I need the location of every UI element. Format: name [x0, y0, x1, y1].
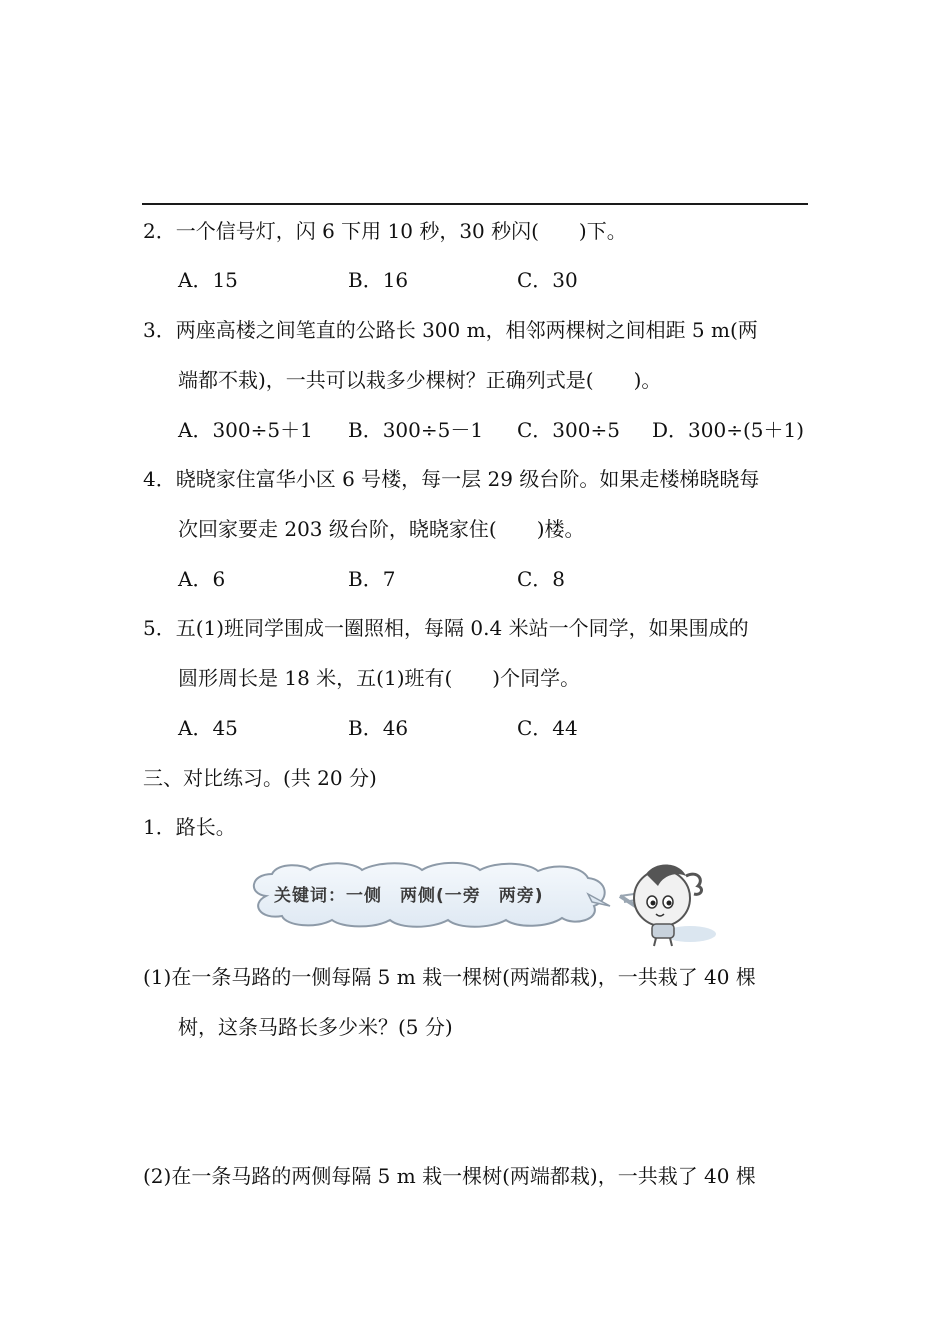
question-4-text-cont: 次回家要走 203 级台阶，晓晓家住( )楼。: [178, 517, 585, 541]
option-c[interactable]: C．8: [517, 567, 566, 591]
option-d[interactable]: D．300÷(5＋1): [652, 418, 805, 442]
option-c[interactable]: C．44: [517, 716, 578, 740]
option-b[interactable]: B．300÷5－1: [348, 418, 484, 442]
option-a[interactable]: A．15: [178, 268, 238, 292]
question-5-text: 5．五(1)班同学围成一圈照相，每隔 0.4 米站一个同学，如果围成的: [143, 616, 749, 640]
section-3-item-1: 1．路长。: [143, 815, 236, 839]
section-3-heading: 三、对比练习。(共 20 分): [143, 766, 377, 790]
subquestion-1-text-cont: 树，这条马路长多少米？(5 分): [178, 1015, 453, 1039]
option-b[interactable]: B．16: [348, 268, 409, 292]
option-a[interactable]: A．45: [178, 716, 238, 740]
header-rule: [142, 203, 808, 205]
option-b[interactable]: B．7: [348, 567, 396, 591]
mascot-character-icon: [600, 852, 720, 948]
option-a[interactable]: A．6: [178, 567, 226, 591]
subquestion-2-text: (2)在一条马路的两侧每隔 5 m 栽一棵树(两端都栽)，一共栽了 40 棵: [143, 1164, 756, 1188]
question-3-text: 3．两座高楼之间笔直的公路长 300 m，相邻两棵树之间相距 5 m(两: [143, 318, 758, 342]
question-3-text-cont: 端都不栽)，一共可以栽多少棵树？正确列式是( )。: [178, 368, 662, 392]
option-b[interactable]: B．46: [348, 716, 409, 740]
keyword-banner: [244, 858, 616, 932]
subquestion-1-text: (1)在一条马路的一侧每隔 5 m 栽一棵树(两端都栽)，一共栽了 40 棵: [143, 965, 756, 989]
option-a[interactable]: A．300÷5＋1: [178, 418, 313, 442]
keyword-text: 关键词：一侧 两侧(一旁 两旁): [274, 886, 544, 906]
question-2-text: 2．一个信号灯，闪 6 下用 10 秒，30 秒闪( )下。: [143, 219, 627, 243]
question-4-text: 4．晓晓家住富华小区 6 号楼，每一层 29 级台阶。如果走楼梯晓晓每: [143, 467, 760, 491]
option-c[interactable]: C．30: [517, 268, 578, 292]
option-c[interactable]: C．300÷5: [517, 418, 620, 442]
question-5-text-cont: 圆形周长是 18 米，五(1)班有( )个同学。: [178, 666, 581, 690]
